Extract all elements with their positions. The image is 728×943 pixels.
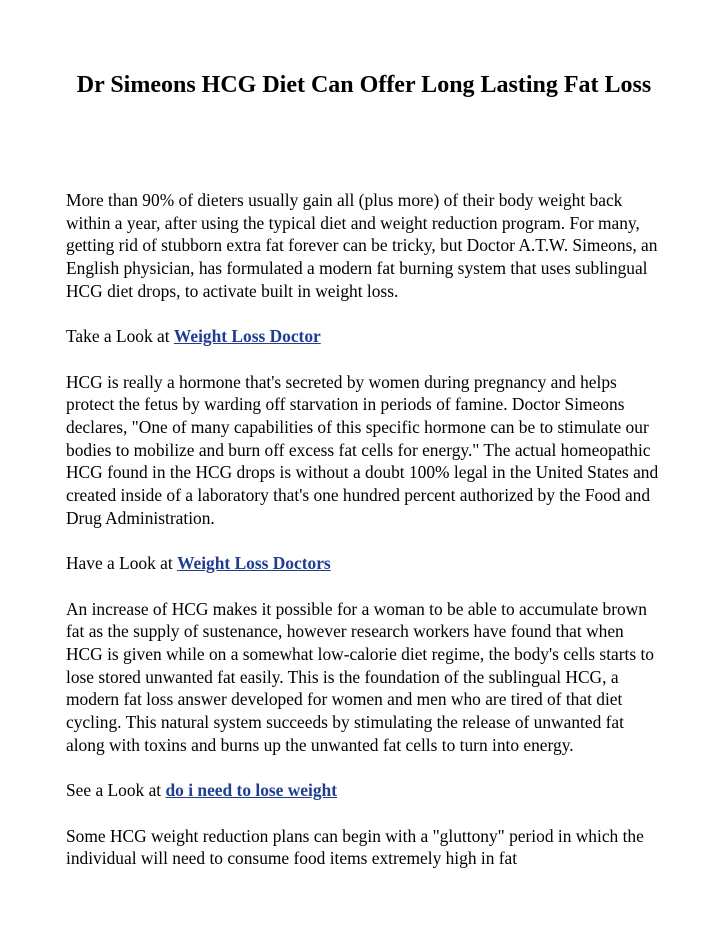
weight-loss-doctor-link[interactable]: Weight Loss Doctor — [173, 326, 321, 347]
link-prefix: Have a Look at — [66, 553, 173, 574]
paragraph-hcg-increase: An increase of HCG makes it possible for a woman to be able to accumulate brown fat as the supply of sustenance, however research workers have found that when HCG is given while on a somewhat low-calorie diet regime, the body's cells starts to lose stored unwanted fat easily. This is the foundation of the sublingual HCG, a modern fat loss answer developed for women and men who are tired of that diet cycling. This natural system succeeds by stimulating the release of unwanted fat along with toxins and burns up the unwanted fat cells to turn into energy. — [66, 598, 655, 755]
link-prefix: See a Look at — [66, 780, 162, 801]
page-title: Dr Simeons HCG Diet Can Offer Long Lasting Fat Loss — [76, 72, 652, 98]
link-line-3 — [66, 779, 662, 802]
paragraph-hcg-hormone: HCG is really a hormone that's secreted by women during pregnancy and helps protect the fetus by warding off starvation in periods of famine. Doctor Simeons declares, "One of many capabilities of this specific hormone can be to stimulate our bodies to mobilize and burn off excess fat cells for energy." The actual homeopathic HCG found in the HCG drops is without a doubt 100% legal in the United States and created inside of a laboratory that's one hundred percent authorized by the Food and Drug Administration. — [66, 371, 659, 528]
paragraph-intro: More than 90% of dieters usually gain all (plus more) of their body weight back within a year, after using the typical diet and weight reduction program. For many, getting rid of stubborn extra fat forever can be tricky, but Doctor A.T.W. Simeons, an English physician, has formulated a modern fat burning system that uses sublingual HCG diet drops, to activate built in weight loss. — [66, 190, 658, 301]
lose-weight-link[interactable]: do i need to lose weight — [165, 780, 337, 801]
link-prefix: Take a Look at — [66, 326, 170, 347]
link-line-1 — [66, 325, 662, 348]
link-line-2 — [66, 552, 662, 575]
weight-loss-doctors-link[interactable]: Weight Loss Doctors — [177, 553, 331, 574]
paragraph-plans: Some HCG weight reduction plans can begin with a "gluttony" period in which the individual will need to consume food items extremely high in fat — [66, 825, 644, 869]
article-body — [66, 189, 662, 893]
